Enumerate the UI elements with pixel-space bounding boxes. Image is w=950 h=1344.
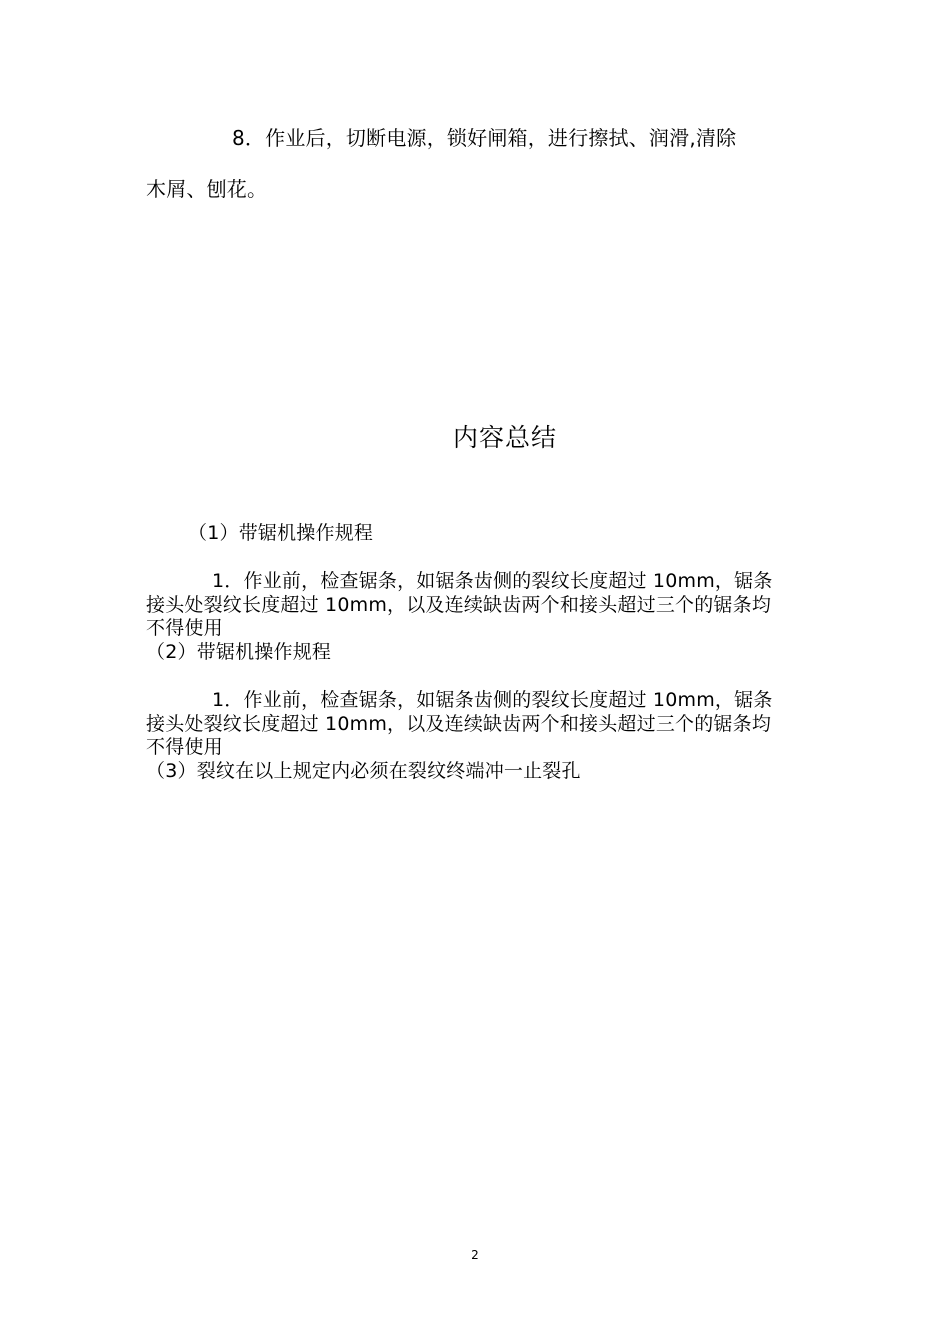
summary-item-1-heading: （1）带锯机操作规程 xyxy=(188,522,374,544)
summary-item-1-text-line-1: 1．作业前，检查锯条，如锯条齿侧的裂纹长度超过 10mm，锯条 xyxy=(212,570,773,592)
paragraph-8-line-2: 木屑、刨花。 xyxy=(146,177,268,201)
summary-item-2-text-line-2: 接头处裂纹长度超过 10mm，以及连续缺齿两个和接头超过三个的锯条均 xyxy=(146,713,772,735)
summary-title: 内容总结 xyxy=(452,423,557,452)
summary-item-1-text-line-3: 不得使用 xyxy=(146,617,223,639)
summary-item-1-text-line-2: 接头处裂纹长度超过 10mm，以及连续缺齿两个和接头超过三个的锯条均 xyxy=(146,594,772,616)
page-number: 2 xyxy=(471,1248,479,1262)
summary-item-2-heading: （2）带锯机操作规程 xyxy=(146,641,332,663)
summary-item-2-text-line-3: 不得使用 xyxy=(146,736,223,758)
summary-item-2-text-line-1: 1．作业前，检查锯条，如锯条齿侧的裂纹长度超过 10mm，锯条 xyxy=(212,689,773,711)
paragraph-8-line-1: 8．作业后，切断电源，锁好闸箱，进行擦拭、润滑,清除 xyxy=(232,126,737,150)
summary-item-3-heading: （3）裂纹在以上规定内必须在裂纹终端冲一止裂孔 xyxy=(146,760,581,782)
